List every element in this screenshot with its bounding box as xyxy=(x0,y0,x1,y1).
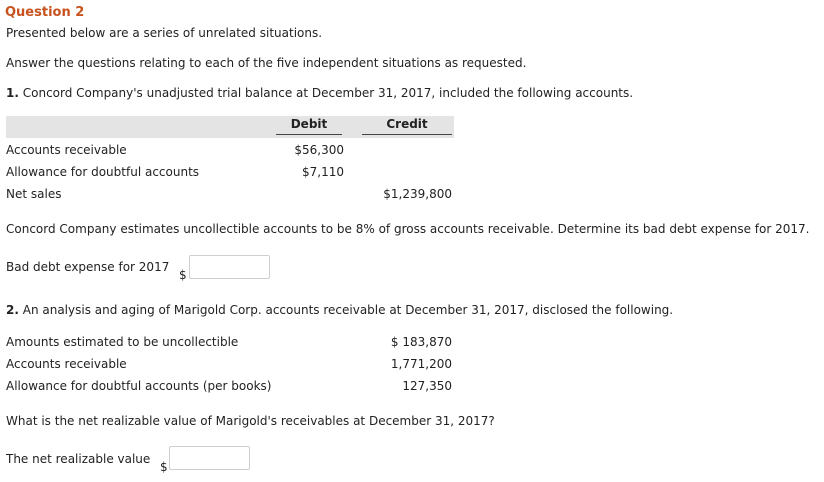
q1-currency-sign: $ xyxy=(179,268,187,282)
q1-prompt xyxy=(6,86,633,100)
row-label: Accounts receivable xyxy=(6,143,127,157)
net-realizable-value-input[interactable] xyxy=(169,446,250,470)
q2-currency-sign: $ xyxy=(160,460,168,474)
q1-answer-label: Bad debt expense for 2017 xyxy=(6,260,170,274)
q2-number: 2. xyxy=(6,303,19,317)
q2-prompt xyxy=(6,303,673,317)
instruction-text: Answer the questions relating to each of the five independent situations as requested. xyxy=(6,56,527,70)
q1-prompt-text: Concord Company's unadjusted trial balance at December 31, 2017, included the following accounts. xyxy=(18,86,634,100)
row-label: Accounts receivable xyxy=(6,357,127,371)
row-value: 1,771,200 xyxy=(390,357,452,371)
debit-header: Debit xyxy=(290,117,328,131)
credit-header-underline xyxy=(362,134,452,135)
row-label: Allowance for doubtful accounts (per books) xyxy=(6,379,272,393)
debit-header-underline xyxy=(276,134,342,135)
q2-prompt-text: An analysis and aging of Marigold Corp. accounts receivable at December 31, 2017, disclosed the following. xyxy=(18,303,674,317)
row-value: 127,350 xyxy=(402,379,452,393)
bad-debt-expense-input[interactable] xyxy=(189,255,270,279)
q1-question: Concord Company estimates uncollectible accounts to be 8% of gross accounts receivable. Determine its bad debt expense for 2017. xyxy=(6,222,810,236)
question-title: Question 2 xyxy=(5,5,85,20)
row-value: $ 183,870 xyxy=(390,335,452,349)
q2-answer-label: The net realizable value xyxy=(6,452,151,466)
credit-header: Credit xyxy=(386,117,428,131)
row-label: Allowance for doubtful accounts xyxy=(6,165,200,179)
row-label: Amounts estimated to be uncollectible xyxy=(6,335,239,349)
row-label: Net sales xyxy=(6,187,62,201)
row-credit: $1,239,800 xyxy=(383,187,452,201)
q2-question: What is the net realizable value of Marigold's receivables at December 31, 2017? xyxy=(6,414,495,428)
q1-number: 1. xyxy=(6,86,19,100)
row-debit: $7,110 xyxy=(302,165,344,179)
intro-text: Presented below are a series of unrelated situations. xyxy=(6,26,323,40)
row-debit: $56,300 xyxy=(294,143,344,157)
